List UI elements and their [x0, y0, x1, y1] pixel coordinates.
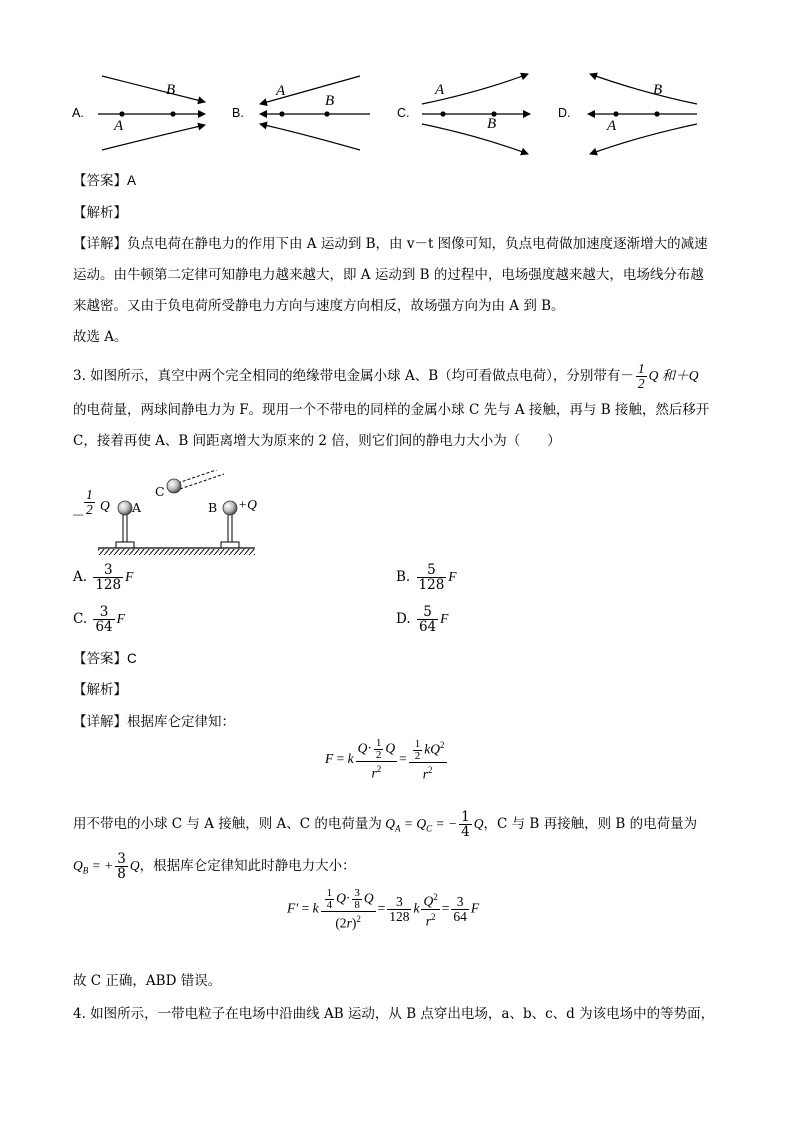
q3-figure [70, 470, 270, 560]
q2-b-point-a: A [276, 83, 286, 99]
option-fraction: $\frac{3}{64}$ [95, 604, 113, 635]
fraction-half: $\frac{1}{2}$ [637, 361, 645, 391]
option-f: F [125, 569, 134, 584]
q2-detail-line-2: 运动。由牛顿第二定律可知静电力越来越大，即 A 运动到 B 的过程中，电场强度越来越大，电场线分布越 [73, 267, 704, 283]
q2-options [60, 68, 740, 158]
q3-text-line-b: $Q_B$ = + $\frac{3}{8}$ Q，根据库仑定律知此时静电力大小： [73, 851, 356, 882]
q2-field-diagrams [60, 68, 740, 158]
option-f: F [448, 569, 457, 584]
q3-figure-drawing [70, 470, 270, 560]
text-c: ，根据库仑定律知此时静电力大小： [139, 858, 356, 874]
q2-diagram-a [98, 76, 205, 150]
q2-conclusion: 故选 A。 [73, 329, 128, 345]
q3-fig-charge-a-frac: $\frac{1}{2}$ [86, 487, 93, 517]
text-a: 用不带电的小球 C 与 A 接触，则 A、C 的电荷量为 [73, 816, 382, 832]
q3-option-d [396, 605, 448, 634]
q2-option-a-label: A. [72, 106, 84, 120]
q2-option-d-label: D. [558, 106, 571, 120]
q3-analysis-tag: 【解析】 [73, 682, 127, 698]
option-fraction: $\frac{5}{64}$ [418, 604, 437, 635]
q3-detail-line-1 [73, 712, 235, 732]
text-b: ，C 与 B 再接触，则 B 的电荷量为 [483, 816, 698, 832]
q2-c-point-a: A [435, 82, 445, 98]
option-fraction: $\frac{3}{128}$ [95, 562, 122, 593]
q3-stem-line-3: C，接着再使 A、B 间距离增大为原来的 2 倍，则它们间的静电力大小为（ ） [73, 433, 561, 449]
q3-stem-line-1 [73, 362, 699, 391]
detail-tag: 【详解】 [73, 236, 127, 252]
q3-fig-label-b: B [208, 500, 218, 515]
q2-c-point-b: B [487, 116, 497, 132]
q4-stem-line-1: 4. 如图所示，一带电粒子在电场中沿曲线 AB 运动，从 B 点穿出电场，a、b、c、d 为该电场中的等势面， [73, 1006, 715, 1022]
q3-fig-charge-a-sign: － [70, 508, 84, 523]
q3-text-line-a: 用不带电的小球 C 与 A 接触，则 A、C 的电荷量为 $Q_A = Q_C$ = − $\frac{1}{4}$ Q，C 与 B 再接触，则 B 的电荷量为 [73, 809, 698, 840]
option-fraction: $\frac{5}{128}$ [418, 562, 445, 593]
q2-d-point-a: A [607, 118, 617, 134]
q2-a-point-b: B [166, 82, 176, 98]
q3-stem-line-2: 的电荷量，两球间静电力为 F。现用一个不带电的同样的金属小球 C 先与 A 接触，再与 B 接触，然后移开 [73, 402, 710, 418]
detail-text: 负点电荷在静电力的作用下由 A 运动到 B，由 v－t 图像可知，负点电荷做加速度逐渐增大的减速 [127, 236, 708, 252]
q3-fig-charge-b: +Q [238, 497, 257, 512]
answer-tag: 【答案】 [73, 173, 127, 189]
q3-formula-result: F′ = k $\frac{1}{4}$ Q· $\frac{3}{8}$ Q $(2r)^2$ = $\frac{3}{128}$ k $\frac{Q^2}{r^2}$ = $\frac{3}{64}$ F [287, 887, 480, 931]
q2-answer [73, 171, 136, 191]
answer-tag: 【答案】 [73, 651, 127, 667]
q3-fig-charge-a-q: Q [100, 498, 110, 513]
q2-diagram-d [588, 74, 697, 154]
q3-stem-charge: Q 和＋Q [648, 368, 699, 383]
fraction-three-eighths: $\frac{3}{8}$ [117, 851, 126, 882]
option-label: C. [73, 611, 88, 627]
answer-value: A [127, 173, 137, 188]
q3-option-c [73, 605, 125, 634]
detail-text: 根据库仑定律知： [127, 714, 235, 730]
option-label: A. [73, 569, 88, 585]
q2-detail-line-3: 来越密。又由于负电荷所受静电力方向与速度方向相反，故场强方向为由 A 到 B。 [73, 298, 565, 314]
q3-option-b [396, 563, 457, 592]
fraction-quarter: $\frac{1}{4}$ [461, 809, 470, 840]
q3-formula-coulomb: F = k Q· $\frac{1}{2}$ Q $r^2$ = $\frac{1}{2}$ $kQ^2$ $r^2$ [325, 737, 445, 782]
answer-value: C [127, 651, 137, 666]
q2-d-point-b: B [653, 82, 663, 98]
option-label: D. [396, 611, 411, 627]
option-label: B. [396, 569, 411, 585]
q2-b-point-b: B [325, 93, 335, 109]
q2-option-c-label: C. [397, 106, 410, 120]
q3-stem-text: 3. 如图所示，真空中两个完全相同的绝缘带电金属小球 A、B（均可看做点电荷），分别带有－ [73, 368, 634, 384]
option-f: F [116, 611, 125, 626]
q3-fig-label-c: C [155, 484, 165, 499]
option-f: F [440, 611, 449, 626]
q3-fig-label-a: A [132, 500, 142, 515]
q3-conclusion: 故 C 正确，ABD 错误。 [73, 973, 222, 989]
q2-option-b-label: B. [232, 106, 244, 120]
q2-analysis-tag: 【解析】 [73, 205, 127, 221]
detail-tag: 【详解】 [73, 714, 127, 730]
q3-answer [73, 649, 137, 669]
q2-a-point-a: A [114, 118, 124, 134]
q3-option-a [73, 563, 133, 592]
q2-detail-line-1 [73, 234, 708, 254]
